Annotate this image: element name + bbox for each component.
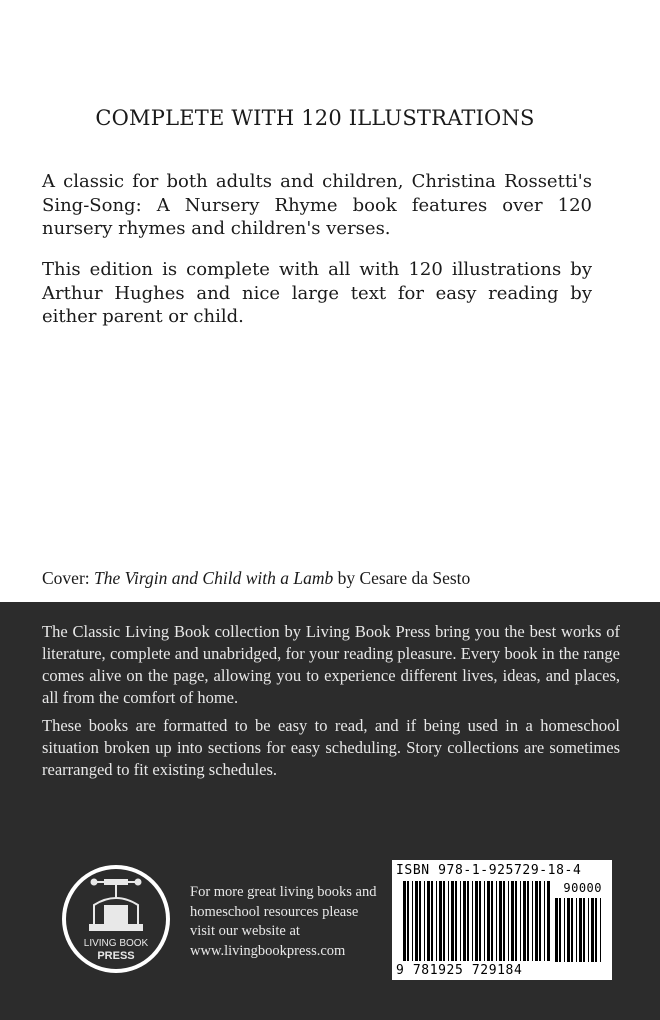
addon-barcode-bars: [554, 898, 604, 962]
description-paragraph-2: This edition is complete with all with 120 illustrations by Arthur Hughes and nice large text for easy reading by either parent or child.: [42, 259, 592, 327]
price-code: 90000: [563, 881, 602, 895]
isbn-label: ISBN 978-1-925729-18-4: [396, 863, 582, 878]
isbn-barcode: [392, 860, 612, 980]
cover-credit-suffix: by Cesare da Sesto: [337, 568, 471, 588]
description-paragraph-1: A classic for both adults and children, Christina Rossetti's Sing-Song: A Nursery Rhyme book features over 120 nursery rhymes and children's verses.: [42, 171, 592, 239]
publisher-panel: [0, 602, 660, 1020]
cover-credit: [42, 568, 470, 589]
headline: COMPLETE WITH 120 ILLUSTRATIONS: [95, 106, 535, 130]
cover-credit-title: The Virgin and Child with a Lamb: [94, 568, 334, 588]
ean-barcode-bars: [402, 881, 552, 961]
publisher-paragraph-1: The Classic Living Book collection by Living Book Press bring you the best works of literature, complete and unabridged, for your reading pleasure. Every book in the range comes alive on the page, allowing you to experience different lives, ideas, and places, all from the comfort of home.: [42, 622, 620, 707]
publisher-paragraph-2: These books are formatted to be easy to read, and if being used in a homeschool situation broken up into sections for easy scheduling. Story collections are sometimes rearranged to fit existing schedules.: [42, 716, 620, 779]
promo-text: For more great living books and homeschool resources please visit our website at www.livingbookpress.com: [190, 884, 377, 959]
isbn-digits: 9 781925 729184: [396, 963, 523, 978]
cover-credit-prefix: Cover:: [42, 568, 90, 588]
logo-text-line-1: LIVING BOOK: [83, 938, 149, 949]
living-book-press-logo: [60, 863, 172, 975]
logo-text-line-2: PRESS: [97, 950, 135, 962]
